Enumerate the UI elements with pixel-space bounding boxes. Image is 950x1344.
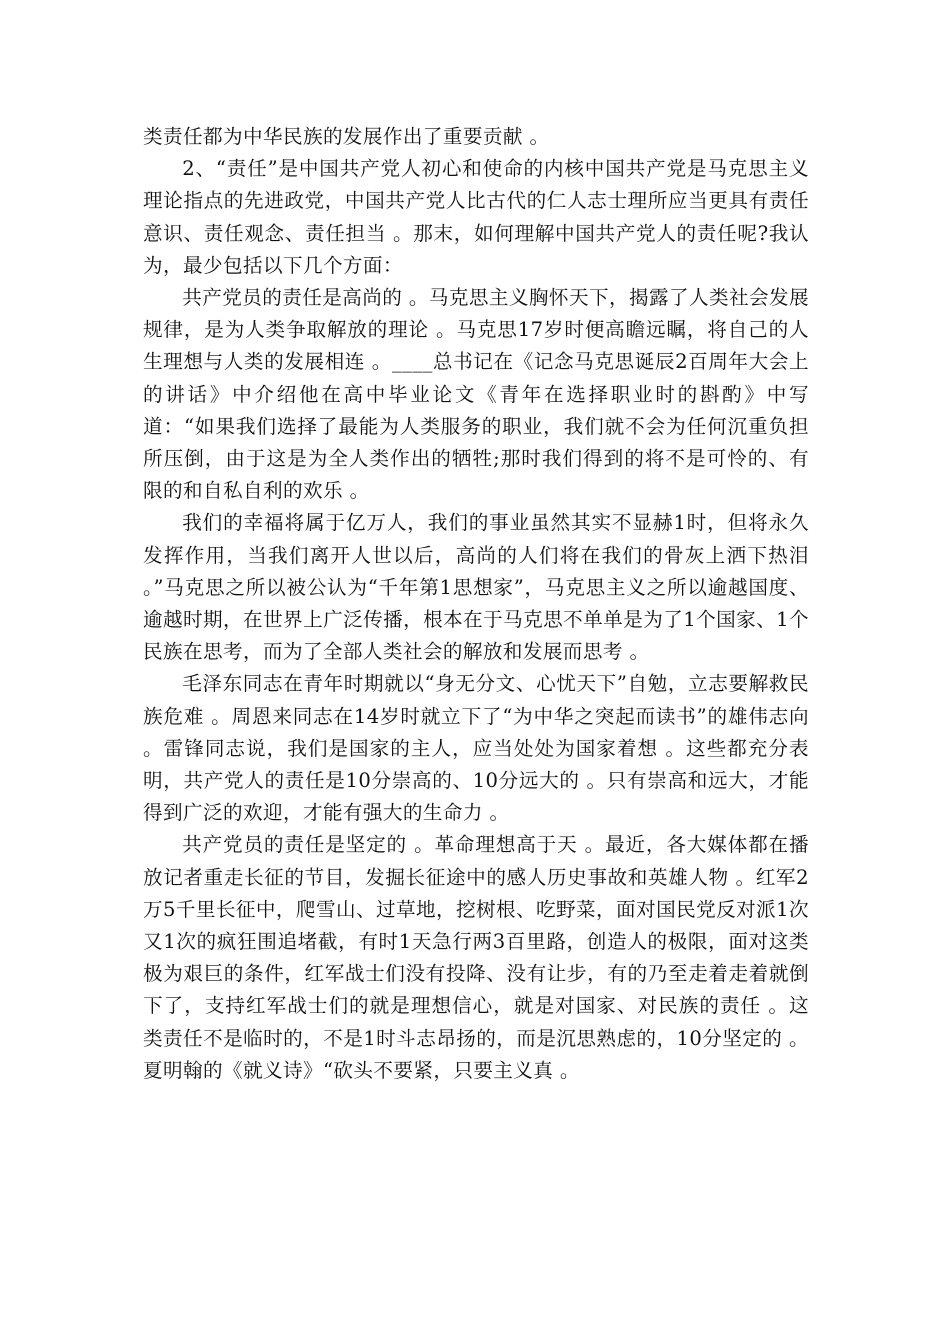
document-page [143,121,809,1087]
paragraph-4: 我们的幸福将属于亿万人，我们的事业虽然其实不显赫1时，但将永久发挥作用，当我们离开人世以后，高尚的人们将在我们的骨灰上洒下热泪 。”马克思之所以被公认为“千年第1思想家”，马克思主义之所以逾越国度、逾越时期，在世界上广泛传播，根本在于马克思不单单是为了1个国家、1个民族在思考，而为了全部人类社会的解放和发展而思考 。 [143,511,809,664]
paragraph-5: 毛泽东同志在青年时期就以“身无分文、心忧天下”自勉，立志要解救民族危难 。周恩来同志在14岁时就立下了“为中华之突起而读书”的雄伟志向 。雷锋同志说，我们是国家的主人，应当处处为国家着想 。这些都充分表明，共产党人的责任是10分崇高的、10分远大的 。只有崇高和远大，才能得到广泛的欢迎，才能有强大的生命力 。 [143,672,809,825]
paragraph-3: 共产党员的责任是高尚的 。马克思主义胸怀天下，揭露了人类社会发展规律，是为人类争取解放的理论 。马克思17岁时便高瞻远瞩，将自己的人生理想与人类的发展相连 。____总书记在《记念马克思诞辰2百周年大会上的讲话》中介绍他在高中毕业论文《青年在选择职业时的斟酌》中写道：“如果我们选择了最能为人类服务的职业，我们就不会为任何沉重负担所压倒，由于这是为全人类作出的牺牲;那时我们得到的将不是可怜的、有限的和自私自利的欢乐 。 [143,286,809,503]
paragraph-1: 类责任都为中华民族的发展作出了重要贡献 。 [143,125,550,148]
paragraph-2: 2、“责任”是中国共产党人初心和使命的内核中国共产党是马克思主义理论指点的先进政党，中国共产党人比古代的仁人志士理所应当更具有责任意识、责任观念、责任担当 。那末，如何理解中国共产党人的责任呢?我认为，最少包括以下几个方面： [143,157,809,277]
paragraph-6: 共产党员的责任是坚定的 。革命理想高于天 。最近，各大媒体都在播放记者重走长征的节目，发掘长征途中的感人历史事故和英雄人物 。红军2万5千里长征中，爬雪山、过草地，挖树根、吃野菜，面对国民党反对派1次又1次的疯狂围追堵截，有时1天急行两3百里路，创造人的极限，面对这类极为艰巨的条件，红军战士们没有投降、没有让步，有的乃至走着走着就倒下了，支持红军战士们的就是理想信心，就是对国家、对民族的责任 。这类责任不是临时的，不是1时斗志昂扬的，而是沉思熟虑的，10分坚定的 。夏明翰的《就义诗》“砍头不要紧，只要主义真 。 [143,833,809,1082]
